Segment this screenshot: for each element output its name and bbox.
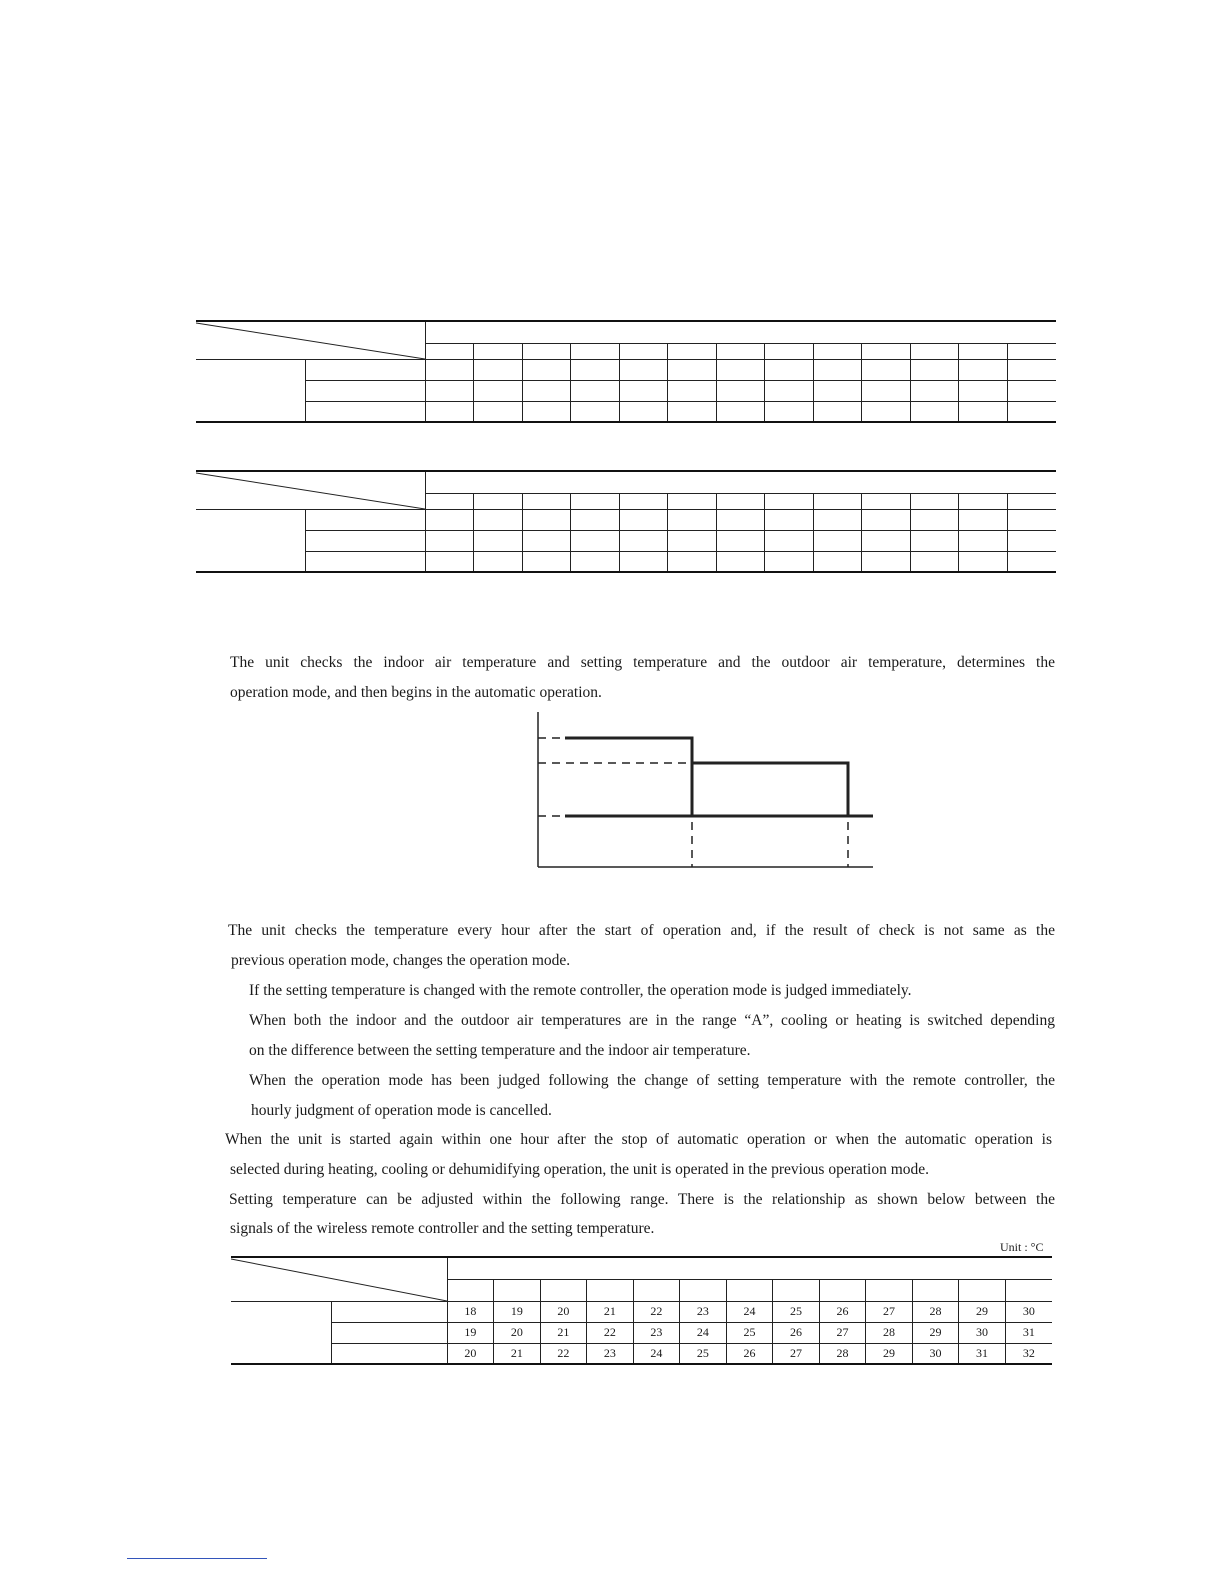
table-cell: 26 — [726, 1343, 773, 1364]
table-cell: 20 — [494, 1322, 541, 1343]
row-group-cell — [196, 509, 305, 572]
note-2-line-1: When both the indoor and the outdoor air temperatures are in the range “A”, cooling or heating is switched depending — [249, 1012, 1055, 1029]
table-cell: 28 — [819, 1343, 866, 1364]
step-line-upper — [565, 738, 692, 816]
step-line-middle — [692, 763, 848, 816]
table-row — [231, 1301, 1052, 1322]
table-cell: 28 — [866, 1322, 913, 1343]
table-cell: 18 — [447, 1301, 494, 1322]
table-cell: 21 — [587, 1301, 634, 1322]
row-group-cell — [231, 1301, 331, 1364]
table-cell: 20 — [447, 1343, 494, 1364]
table-cell: 19 — [447, 1322, 494, 1343]
table-row — [231, 1343, 1052, 1364]
table-cell: 26 — [819, 1301, 866, 1322]
empty-table-1 — [196, 320, 1056, 423]
note-1: If the setting temperature is changed with the remote controller, the operation mode is judged immediately. — [249, 982, 912, 999]
restart-line-1: When the unit is started again within one hour after the stop of automatic operation or when the automatic operation is — [225, 1131, 1052, 1148]
table-cell: 24 — [633, 1343, 680, 1364]
unit-label: Unit : °C — [1000, 1240, 1044, 1254]
header-cell — [425, 321, 1056, 343]
table-cell: 21 — [540, 1322, 587, 1343]
table-cell: 25 — [773, 1301, 820, 1322]
operation-mode-diagram — [530, 708, 880, 872]
table-cell: 23 — [680, 1301, 727, 1322]
table-cell: 31 — [1005, 1322, 1052, 1343]
diagonal-header-cell — [196, 321, 425, 359]
table-cell: 20 — [540, 1301, 587, 1322]
table-cell: 30 — [959, 1322, 1006, 1343]
intro-line-2: operation mode, and then begins in the automatic operation. — [230, 684, 602, 701]
table-cell: 27 — [819, 1322, 866, 1343]
table-cell: 25 — [680, 1343, 727, 1364]
table-cell: 22 — [587, 1322, 634, 1343]
restart-line-2: selected during heating, cooling or dehumidifying operation, the unit is operated in the previous operation mode. — [230, 1161, 930, 1178]
check-line-2: previous operation mode, changes the operation mode. — [231, 952, 571, 969]
row-group-cell — [196, 359, 305, 422]
check-line-1: The unit checks the temperature every hour after the start of operation and, if the result of check is not same as the — [228, 922, 1055, 939]
diagonal-header-cell — [231, 1257, 447, 1301]
table-cell: 24 — [680, 1322, 727, 1343]
range-line-2: signals of the wireless remote controller and the setting temperature. — [230, 1220, 655, 1237]
table-cell: 27 — [773, 1343, 820, 1364]
empty-table-2 — [196, 470, 1056, 573]
footnote-separator — [127, 1558, 267, 1559]
table-cell: 26 — [773, 1322, 820, 1343]
table-cell: 28 — [912, 1301, 959, 1322]
header-cell — [447, 1257, 1052, 1279]
range-line-1: Setting temperature can be adjusted within the following range. There is the relationship as shown below between the — [229, 1191, 1055, 1208]
table-cell: 32 — [1005, 1343, 1052, 1364]
table-cell: 29 — [912, 1322, 959, 1343]
header-cell — [425, 471, 1056, 493]
table-cell: 31 — [959, 1343, 1006, 1364]
table-cell: 21 — [494, 1343, 541, 1364]
setting-temperature-table — [231, 1256, 1052, 1365]
note-3-line-2: hourly judgment of operation mode is cancelled. — [251, 1102, 552, 1119]
table-cell: 22 — [633, 1301, 680, 1322]
note-2-line-2: on the difference between the setting temperature and the indoor air temperature. — [249, 1042, 751, 1059]
table-cell: 25 — [726, 1322, 773, 1343]
table-cell: 29 — [959, 1301, 1006, 1322]
table-cell: 24 — [726, 1301, 773, 1322]
intro-line-1: The unit checks the indoor air temperature and setting temperature and the outdoor air temperature, determines the — [230, 654, 1055, 671]
table-cell: 22 — [540, 1343, 587, 1364]
table-cell: 30 — [912, 1343, 959, 1364]
table-cell: 29 — [866, 1343, 913, 1364]
table-cell: 23 — [633, 1322, 680, 1343]
table-cell: 23 — [587, 1343, 634, 1364]
table-cell: 27 — [866, 1301, 913, 1322]
diagonal-header-cell — [196, 471, 425, 509]
table-cell: 30 — [1005, 1301, 1052, 1322]
table-row — [231, 1322, 1052, 1343]
note-3-line-1: When the operation mode has been judged following the change of setting temperature with the remote controller, the — [249, 1072, 1055, 1089]
table-cell: 19 — [494, 1301, 541, 1322]
